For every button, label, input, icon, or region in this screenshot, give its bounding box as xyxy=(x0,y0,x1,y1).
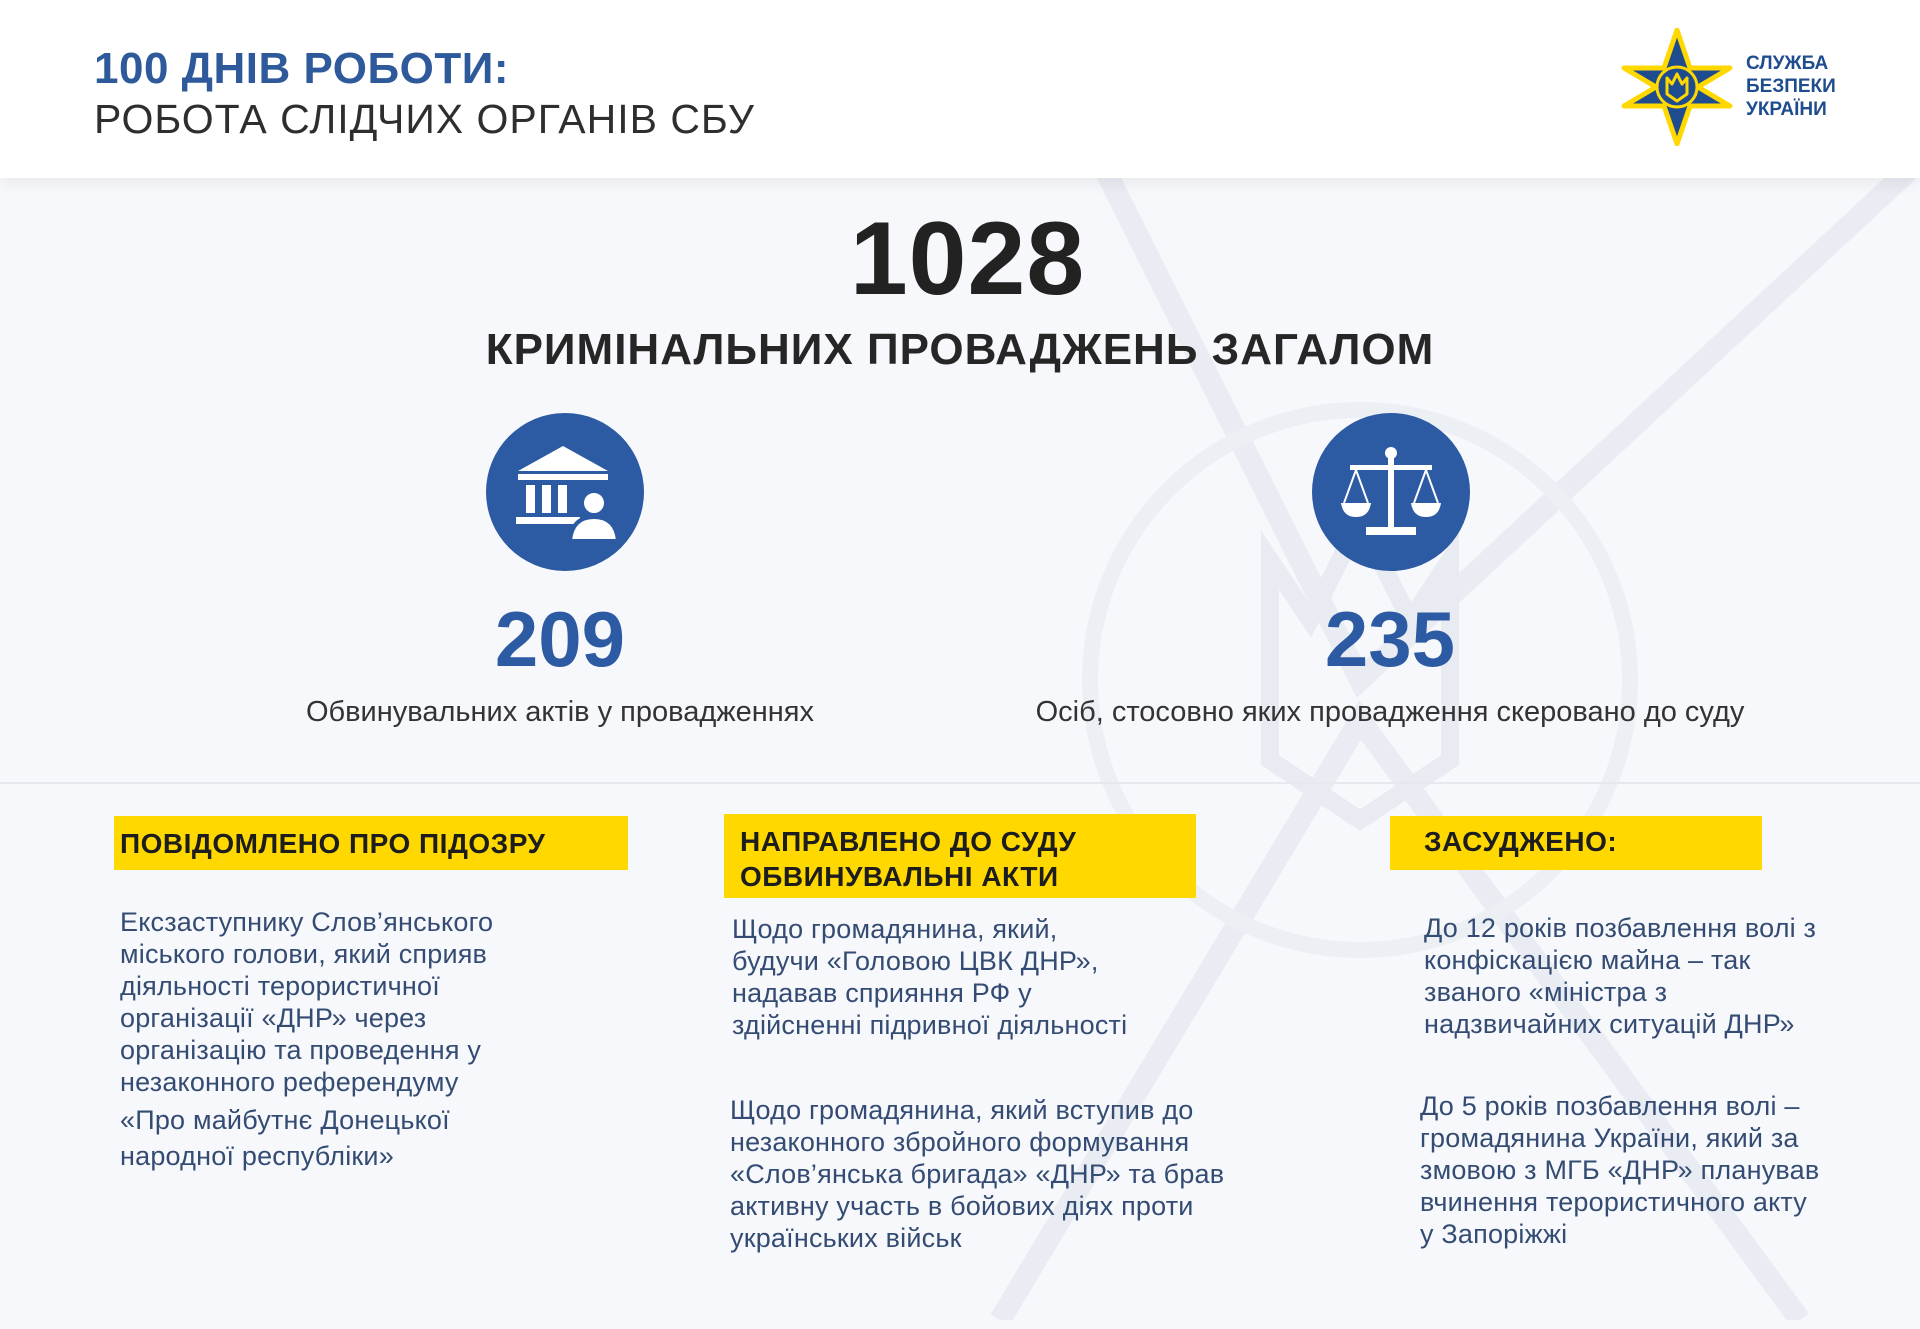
indictment-paragraph-1: Щодо громадянина, який, будучи «Головою ЦВК ДНР», надавав сприяння РФ у здійсненні підривної діяльності xyxy=(732,914,1128,1040)
summary-section xyxy=(0,178,1920,782)
sbu-logo xyxy=(1610,24,1870,149)
conviction-paragraph-2: До 5 років позбавлення волі – громадянина України, який за змовою з МГБ «ДНР» планував вчинення терористичного акту у Запоріжжі xyxy=(1420,1091,1820,1249)
courthouse-person-icon xyxy=(486,413,644,571)
scales-icon xyxy=(1312,413,1470,571)
logo-text: СЛУЖБА БЕЗПЕКИ УКРАЇНИ xyxy=(1746,53,1836,120)
page-subtitle: РОБОТА СЛІДЧИХ ОРГАНІВ СБУ xyxy=(94,96,755,142)
persons-to-court-label: Осіб, стосовно яких провадження скеровано до суду xyxy=(1035,696,1745,728)
conviction-paragraph-1: До 12 років позбавлення волі з конфіскацією майна – так званого «міністра з надзвичайних ситуацій ДНР» xyxy=(1424,913,1817,1039)
total-proceedings-label: КРИМІНАЛЬНИХ ПРОВАДЖЕНЬ ЗАГАЛОМ xyxy=(485,325,1435,374)
indictments-sent-header: НАПРАВЛЕНО ДО СУДУ ОБВИНУВАЛЬНІ АКТИ xyxy=(724,814,1196,898)
page-title: 100 ДНІВ РОБОТИ: xyxy=(94,44,509,93)
stat-icon-circle xyxy=(486,413,644,571)
total-proceedings-number: 1028 xyxy=(849,201,1086,317)
indictments-number: 209 xyxy=(494,595,626,683)
convicted-header: ЗАСУДЖЕНО: xyxy=(1390,816,1762,870)
suspicion-header: ПОВІДОМЛЕНО ПРО ПІДОЗРУ xyxy=(114,816,628,870)
suspicion-paragraph: Ексзаступнику Слов’янського міського голови, який сприяв діяльності терористичної організації «ДНР» через організацію та проведення у незаконного референдуму «Про майбутнє Донецької народної республіки» xyxy=(120,907,494,1171)
indictment-paragraph-2: Щодо громадянина, який вступив до незаконного збройного формування «Слов’янська бригада» «ДНР» та брав активну участь в бойових діях проти українських військ xyxy=(730,1095,1225,1253)
persons-to-court-number: 235 xyxy=(1324,595,1456,683)
sbu-emblem-icon xyxy=(1618,28,1736,146)
header xyxy=(0,0,1920,178)
indictments-label: Обвинувальних актів у провадженнях xyxy=(305,696,815,728)
section-divider xyxy=(0,782,1920,784)
stat-icon-circle xyxy=(1312,413,1470,571)
